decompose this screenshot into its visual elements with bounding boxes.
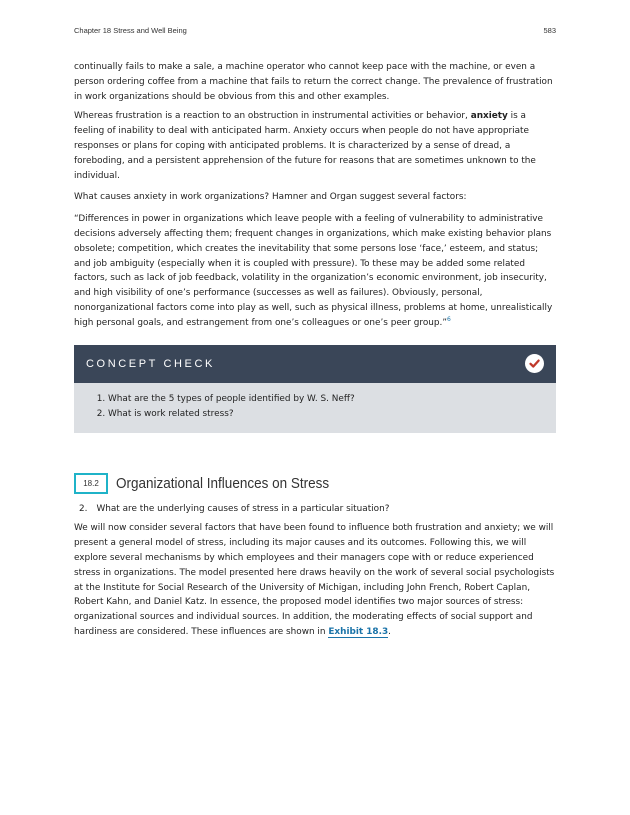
block-quote — [74, 212, 556, 330]
paragraph-stress-model — [74, 521, 556, 639]
quote-text: “Differences in power in organizations which leave people with a feeling of vulnerability to administrative decisions adversely affecting them; frequent changes in organizations, which make existing behavior plans obsolete; competition, which creates the inevitability that some persons lose ‘face,’ esteem, and status; and job ambiguity (especially when it is coupled with pressure). To these may be added some related factors, such as lack of job feedback, volatility in the organization’s economic environment, job insecurity, and high visibility of one’s performance (successes as well as failures). Obviously, personal, nonorganizational factors come into play as well, such as physical illness, problems at home, unrealistically high personal goals, and estrangement from one’s colleagues or one’s peer group.” — [74, 214, 553, 328]
concept-check-list — [90, 392, 540, 422]
learning-objective — [79, 502, 556, 517]
exhibit-link[interactable]: Exhibit 18.3 — [328, 626, 389, 637]
paragraph-frustration-examples: continually fails to make a sale, a machine operator who cannot keep pace with the machine, or even a person ordering coffee from a machine that fails to return the correct change. The prevalence of frustration in work organizations should be obvious from this and other examples. — [74, 62, 553, 102]
concept-check-item: 2. What is work related stress? — [108, 407, 540, 422]
objective-number: 2. — [79, 503, 88, 514]
running-header-chapter: Chapter 18 Stress and Well Being — [74, 26, 187, 35]
checkmark-icon — [525, 354, 544, 373]
objective-text: What are the underlying causes of stress in a particular situation? — [96, 503, 390, 514]
section-title: Organizational Influences on Stress — [116, 474, 330, 492]
model-text-after: . — [388, 626, 391, 637]
model-text-before: We will now consider several factors that have been found to influence both frustration and anxiety; we will present a general model of stress, including its major causes and its outcomes. Following this, we will explore several mechanisms by which employees and their managers cope with or reduce experienced stress in organizations. The model presented here draws heavily on the work of several social psychologists at the Institute for Social Research of the University of Michigan, including John French, Robert Caplan, Robert Kahn, and Daniel Katz. In essence, the proposed model identifies two major sources of stress: organizational sources and individual sources. In addition, the moderating effects of social support and hardiness are considered. These influences are shown in — [74, 523, 555, 637]
concept-check-title: CONCEPT CHECK — [86, 357, 215, 370]
concept-check-item: 1. What are the 5 types of people identified by W. S. Neff? — [108, 392, 540, 407]
footnote-reference[interactable]: 6 — [446, 315, 451, 323]
anxiety-text-before: Whereas frustration is a reaction to an obstruction in instrumental activities or behavior, — [74, 111, 471, 122]
section-number-box: 18.2 — [74, 473, 108, 494]
page-number: 583 — [543, 26, 556, 35]
section-heading — [74, 473, 556, 494]
anxiety-term: anxiety — [470, 111, 508, 122]
paragraph-anxiety-definition — [74, 109, 556, 183]
anxiety-text-after: is a feeling of inability to deal with anticipated harm. Anxiety occurs when people do not have appropriate responses or plans for coping with anticipated problems. It is characterized by a sense of dread, a foreboding, and a persistent apprehension of the future for reasons that are sometimes unknown to the individual. — [74, 111, 536, 181]
concept-check-box — [74, 345, 556, 433]
concept-check-body — [74, 383, 556, 433]
page-content — [74, 60, 556, 647]
concept-check-header — [74, 345, 556, 383]
paragraph-anxiety-causes: What causes anxiety in work organizations? Hamner and Organ suggest several factors: — [74, 192, 467, 203]
